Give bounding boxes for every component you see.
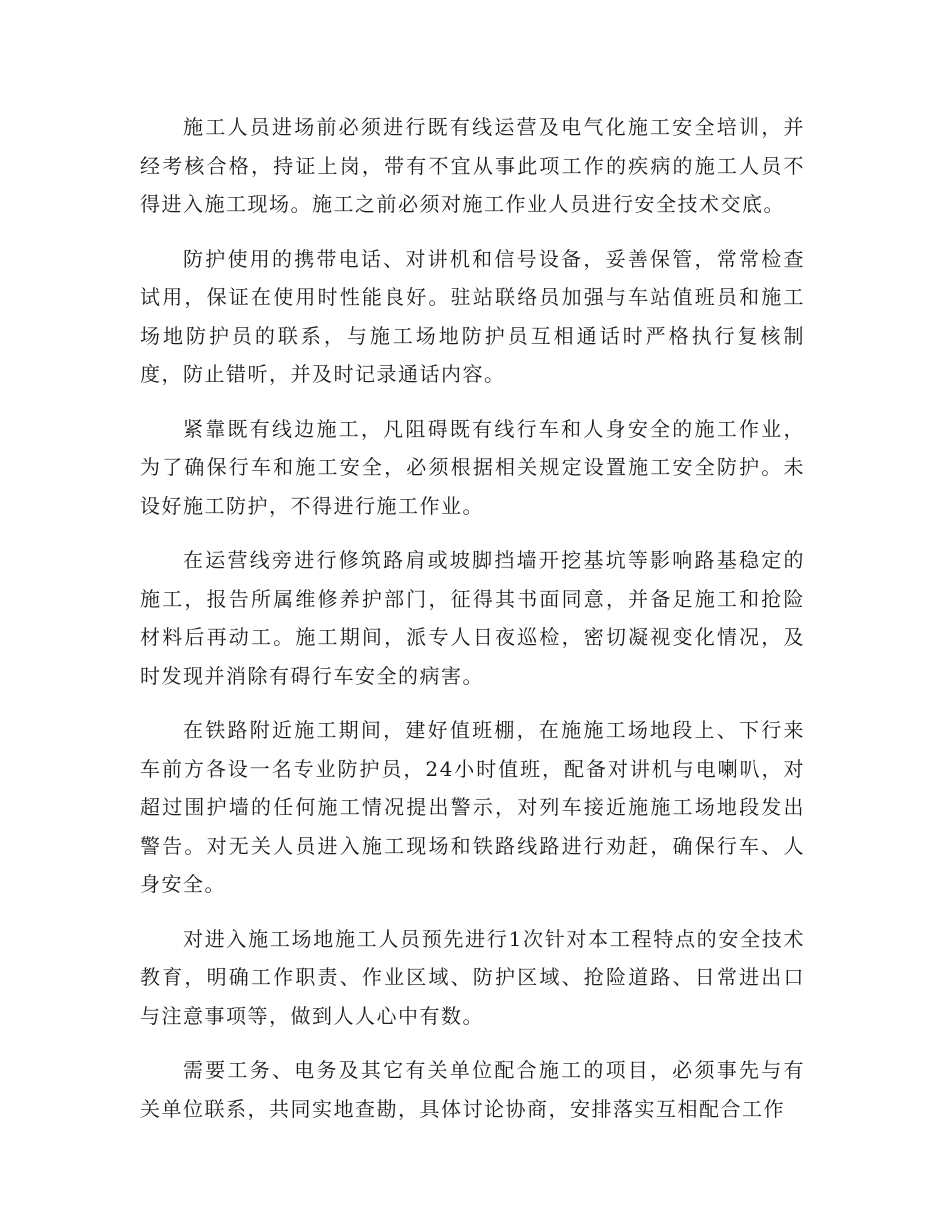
paragraph-safety-training: 施工人员进场前必须进行既有线运营及电气化施工安全培训，并经考核合格，持证上岗，带有不宜从事此项工作的疾病的施工人员不得进入施工现场。施工之前必须对施工作业人员进行安全技术交底。 <box>140 115 805 216</box>
paragraph-railway-guard-duty: 在铁路附近施工期间，建好值班棚，在施施工场地段上、下行来车前方各设一名专业防护员，24小时值班，配备对讲机与电喇叭，对超过围护墙的任何施工情况提出警示，对列车接近施施工场地段发出警告。对无关人员进入施工现场和铁路线路进行劝赶，确保行车、人身安全。 <box>140 718 805 896</box>
paragraph-roadbed-stability: 在运营线旁进行修筑路肩或坡脚挡墙开挖基坑等影响路基稳定的施工，报告所属维修养护部门，征得其书面同意，并备足施工和抢险材料后再动工。施工期间，派专人日夜巡检，密切凝视变化情况，及时发现并消除有碍行车安全的病害。 <box>140 548 805 688</box>
paragraph-safety-education: 对进入施工场地施工人员预先进行1次针对本工程特点的安全技术教育，明确工作职责、作业区域、防护区域、抢险道路、日常进出口与注意事项等，做到人人心中有数。 <box>140 926 805 1028</box>
paragraph-construction-protection: 紧靠既有线边施工，凡阻碍既有线行车和人身安全的施工作业，为了确保行车和施工安全，必须根据相关规定设置施工安全防护。未设好施工防护，不得进行施工作业。 <box>140 416 805 518</box>
paragraph-unit-coordination: 需要工务、电务及其它有关单位配合施工的项目，必须事先与有关单位联系，共同实地查勘，具体讨论协商，安排落实互相配合工作 <box>140 1058 805 1121</box>
document-body <box>140 108 805 1144</box>
paragraph-communication-equipment: 防护使用的携带电话、对讲机和信号设备，妥善保管，常常检查试用，保证在使用时性能良好。驻站联络员加强与车站值班员和施工场地防护员的联系，与施工场地防护员互相通话时严格执行复核制度，防止错听，并及时记录通话内容。 <box>140 246 805 386</box>
